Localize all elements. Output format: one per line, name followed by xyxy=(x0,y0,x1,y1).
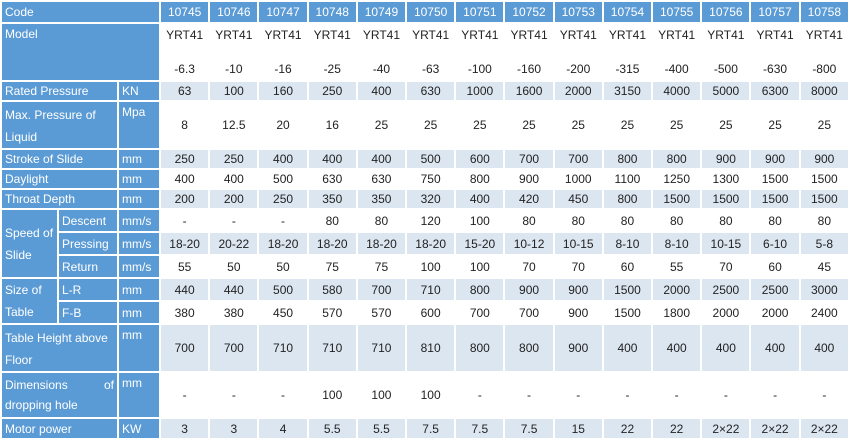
table-lr-row-value: 2000 xyxy=(653,279,700,300)
descent-row xyxy=(2,210,848,231)
hole-label-a: Dimensions xyxy=(5,378,68,392)
table-lr-row-value: 440 xyxy=(161,279,208,300)
code-value: 10748 xyxy=(309,2,356,22)
stroke-row-value: 400 xyxy=(358,150,405,168)
throat-row-value: 200 xyxy=(210,190,257,208)
table-fb-row-value: 700 xyxy=(456,302,503,323)
table-lr-row-unit: mm xyxy=(119,279,159,300)
rated-pressure-row-value: 63 xyxy=(161,82,208,100)
motor-row-value: 3 xyxy=(161,419,208,438)
max-pressure-row-value: 25 xyxy=(407,102,454,148)
table-height-row-value: 400 xyxy=(653,325,700,371)
model-value xyxy=(407,24,454,80)
hole-value: - xyxy=(604,373,651,417)
throat-row-value: 800 xyxy=(604,190,651,208)
stroke-row-value: 800 xyxy=(604,150,651,168)
stroke-row-label: Stroke of Slide xyxy=(2,150,117,168)
return-row-value: 60 xyxy=(604,256,651,277)
motor-row-value: 2×22 xyxy=(702,419,749,438)
daylight-row-value: 1000 xyxy=(555,170,602,188)
pressing-row-value: 5-8 xyxy=(801,233,848,254)
table-height-row-value: 400 xyxy=(702,325,749,371)
return-row-value: 75 xyxy=(358,256,405,277)
stroke-row-value: 250 xyxy=(210,150,257,168)
hole-value: - xyxy=(801,373,848,417)
table-height-row-label: Table Height above Floor xyxy=(2,325,117,371)
model-suffix: -200 xyxy=(566,62,591,76)
size-label: Size of Table xyxy=(2,279,57,323)
table-height-row-value: 800 xyxy=(456,325,503,371)
model-value xyxy=(801,24,848,80)
max-pressure-row-value: 25 xyxy=(555,102,602,148)
table-height-row xyxy=(2,325,848,371)
return-row-label: Return xyxy=(59,256,117,277)
max-pressure-row-label: Max. Pressure of Liquid xyxy=(2,102,117,148)
max-pressure-row-value: 25 xyxy=(801,102,848,148)
pressing-row-unit: mm/s xyxy=(119,233,159,254)
hole-value: 100 xyxy=(407,373,454,417)
motor-row-label: Motor power xyxy=(2,419,117,438)
model-prefix: YRT41 xyxy=(658,28,696,42)
table-lr-row-value: 500 xyxy=(259,279,306,300)
model-prefix: YRT41 xyxy=(608,28,647,42)
table-height-row-value: 710 xyxy=(259,325,306,371)
daylight-row-value: 400 xyxy=(161,170,208,188)
hole-unit: mm xyxy=(119,373,159,417)
stroke-row-value: 250 xyxy=(161,150,208,168)
hole-value: - xyxy=(161,373,208,417)
model-value xyxy=(259,24,306,80)
daylight-row-value: 400 xyxy=(210,170,257,188)
throat-row-value: 420 xyxy=(505,190,552,208)
table-lr-row-value: 710 xyxy=(407,279,454,300)
table-fb-row-unit: mm xyxy=(119,302,159,323)
motor-row-value: 5.5 xyxy=(309,419,356,438)
rated-pressure-row-value: 1000 xyxy=(456,82,503,100)
table-fb-row-label: F-B xyxy=(59,302,117,323)
model-prefix: YRT41 xyxy=(707,28,745,42)
throat-row-value: 200 xyxy=(161,190,208,208)
table-lr-row-value: 2500 xyxy=(702,279,749,300)
model-prefix: YRT41 xyxy=(362,28,401,42)
daylight-row-value: 1300 xyxy=(702,170,749,188)
stroke-row-value: 700 xyxy=(555,150,602,168)
return-row-value: 100 xyxy=(407,256,454,277)
motor-row xyxy=(2,419,848,438)
max-pressure-row-value: 16 xyxy=(309,102,356,148)
model-label: Model xyxy=(2,24,159,80)
stroke-row-value: 500 xyxy=(407,150,454,168)
descent-row-label: Descent xyxy=(59,210,117,231)
daylight-row-value: 1100 xyxy=(604,170,651,188)
stroke-row xyxy=(2,150,848,168)
model-value xyxy=(161,24,208,80)
daylight-row-value: 500 xyxy=(259,170,306,188)
daylight-row-unit: mm xyxy=(119,170,159,188)
table-fb-row-value: 600 xyxy=(407,302,454,323)
descent-row-value: - xyxy=(259,210,306,231)
motor-row-value: 7.5 xyxy=(456,419,503,438)
stroke-row-value: 600 xyxy=(456,150,503,168)
pressing-row-value: 10-15 xyxy=(555,233,602,254)
table-fb-row-value: 700 xyxy=(505,302,552,323)
descent-row-unit: mm/s xyxy=(119,210,159,231)
rated-pressure-row xyxy=(2,82,848,100)
pressing-row-value: 8-10 xyxy=(604,233,651,254)
throat-row-value: 450 xyxy=(555,190,602,208)
return-row-value: 70 xyxy=(555,256,602,277)
pressing-row-value: 18-20 xyxy=(259,233,306,254)
model-suffix: -315 xyxy=(615,62,640,76)
return-row-value: 50 xyxy=(210,256,257,277)
table-fb-row-value: 2000 xyxy=(751,302,798,323)
table-height-row-value: 400 xyxy=(751,325,798,371)
pressing-row-value: 10-12 xyxy=(505,233,552,254)
code-value: 10755 xyxy=(653,2,700,22)
daylight-row-value: 1500 xyxy=(751,170,798,188)
hole-value: - xyxy=(505,373,552,417)
code-value: 10753 xyxy=(555,2,602,22)
table-lr-row-value: 900 xyxy=(505,279,552,300)
table-lr-row-value: 1500 xyxy=(604,279,651,300)
pressing-row-value: 18-20 xyxy=(161,233,208,254)
model-prefix: YRT41 xyxy=(756,28,794,42)
return-row xyxy=(2,256,848,277)
rated-pressure-row-value: 100 xyxy=(210,82,257,100)
pressing-row-value: 18-20 xyxy=(407,233,454,254)
throat-row-value: 1500 xyxy=(801,190,848,208)
max-pressure-row xyxy=(2,102,848,148)
table-height-row-value: 710 xyxy=(309,325,356,371)
speed-label: Speed of Slide xyxy=(2,210,57,277)
hole-value: - xyxy=(210,373,257,417)
model-suffix: -6.3 xyxy=(174,62,195,76)
table-lr-row-value: 2500 xyxy=(751,279,798,300)
descent-row-value: 80 xyxy=(555,210,602,231)
model-prefix: YRT41 xyxy=(264,28,302,42)
hole-value: - xyxy=(751,373,798,417)
max-pressure-row-value: 20 xyxy=(259,102,306,148)
rated-pressure-row-value: 5000 xyxy=(702,82,749,100)
return-row-value: 55 xyxy=(653,256,700,277)
model-suffix: -800 xyxy=(812,62,837,76)
rated-pressure-row-value: 2000 xyxy=(555,82,602,100)
code-value: 10756 xyxy=(702,2,749,22)
table-height-row-value: 700 xyxy=(161,325,208,371)
code-value: 10749 xyxy=(358,2,405,22)
descent-row-value: 80 xyxy=(801,210,848,231)
code-value: 10747 xyxy=(259,2,306,22)
daylight-row-value: 630 xyxy=(358,170,405,188)
rated-pressure-row-unit: KN xyxy=(119,82,159,100)
descent-row-value: 100 xyxy=(456,210,503,231)
model-suffix: -100 xyxy=(467,62,492,76)
code-value: 10745 xyxy=(161,2,208,22)
descent-row-value: 80 xyxy=(358,210,405,231)
table-lr-row xyxy=(2,279,848,300)
max-pressure-row-value: 25 xyxy=(653,102,700,148)
table-lr-row-value: 3000 xyxy=(801,279,848,300)
rated-pressure-row-value: 630 xyxy=(407,82,454,100)
descent-row-value: - xyxy=(210,210,257,231)
model-value xyxy=(309,24,356,80)
model-value xyxy=(505,24,552,80)
model-suffix: -160 xyxy=(517,62,542,76)
code-value: 10751 xyxy=(456,2,503,22)
return-row-value: 60 xyxy=(751,256,798,277)
daylight-row-value: 800 xyxy=(456,170,503,188)
pressing-row-value: 18-20 xyxy=(358,233,405,254)
stroke-row-value: 400 xyxy=(259,150,306,168)
descent-row-value: 80 xyxy=(309,210,356,231)
table-lr-row-value: 580 xyxy=(309,279,356,300)
table-fb-row-value: 1800 xyxy=(653,302,700,323)
rated-pressure-row-value: 3150 xyxy=(604,82,651,100)
motor-row-value: 22 xyxy=(653,419,700,438)
max-pressure-row-value: 25 xyxy=(358,102,405,148)
max-pressure-row-value: 8 xyxy=(161,102,208,148)
model-prefix: YRT41 xyxy=(412,28,450,42)
descent-row-value: 120 xyxy=(407,210,454,231)
table-height-row-unit: mm xyxy=(119,325,159,371)
model-value xyxy=(555,24,602,80)
rated-pressure-row-value: 6300 xyxy=(751,82,798,100)
throat-row-value: 320 xyxy=(407,190,454,208)
model-prefix: YRT41 xyxy=(559,28,597,42)
model-suffix: -25 xyxy=(323,62,341,76)
table-height-row-value: 800 xyxy=(505,325,552,371)
rated-pressure-row-value: 8000 xyxy=(801,82,848,100)
max-pressure-row-value: 25 xyxy=(604,102,651,148)
table-lr-row-value: 700 xyxy=(358,279,405,300)
stroke-row-value: 900 xyxy=(801,150,848,168)
rated-pressure-row-label: Rated Pressure xyxy=(2,82,117,100)
rated-pressure-row-value: 1600 xyxy=(505,82,552,100)
table-fb-row-value: 380 xyxy=(210,302,257,323)
model-value xyxy=(358,24,405,80)
rated-pressure-row-value: 4000 xyxy=(653,82,700,100)
daylight-row-value: 630 xyxy=(309,170,356,188)
max-pressure-row-value: 25 xyxy=(505,102,552,148)
model-prefix: YRT41 xyxy=(805,28,843,42)
model-suffix: -500 xyxy=(713,62,738,76)
hole-value: 100 xyxy=(358,373,405,417)
pressing-row-label: Pressing xyxy=(59,233,117,254)
table-fb-row-value: 900 xyxy=(555,302,602,323)
return-row-value: 50 xyxy=(259,256,306,277)
model-suffix: -10 xyxy=(225,62,243,76)
throat-row-value: 350 xyxy=(309,190,356,208)
descent-row-value: 80 xyxy=(604,210,651,231)
model-suffix: -400 xyxy=(664,62,689,76)
table-lr-row-value: 900 xyxy=(555,279,602,300)
hole-value: - xyxy=(259,373,306,417)
rated-pressure-row-value: 250 xyxy=(309,82,356,100)
motor-row-value: 5.5 xyxy=(358,419,405,438)
table-fb-row-value: 2400 xyxy=(801,302,848,323)
hole-value: - xyxy=(555,373,602,417)
model-row xyxy=(2,24,848,80)
stroke-row-value: 800 xyxy=(653,150,700,168)
stroke-row-value: 400 xyxy=(309,150,356,168)
table-height-row-value: 810 xyxy=(407,325,454,371)
throat-row xyxy=(2,190,848,208)
code-value: 10754 xyxy=(604,2,651,22)
model-suffix: -630 xyxy=(763,62,788,76)
daylight-row-value: 1500 xyxy=(801,170,848,188)
table-height-row-value: 400 xyxy=(604,325,651,371)
descent-row-value: - xyxy=(161,210,208,231)
motor-row-unit: KW xyxy=(119,419,159,438)
daylight-row-label: Daylight xyxy=(2,170,117,188)
code-value: 10750 xyxy=(407,2,454,22)
code-value: 10746 xyxy=(210,2,257,22)
motor-row-value: 7.5 xyxy=(505,419,552,438)
hole-value: - xyxy=(702,373,749,417)
code-value: 10758 xyxy=(801,2,848,22)
descent-row-value: 80 xyxy=(505,210,552,231)
return-row-unit: mm/s xyxy=(119,256,159,277)
return-row-value: 55 xyxy=(161,256,208,277)
stroke-row-value: 900 xyxy=(702,150,749,168)
descent-row-value: 80 xyxy=(751,210,798,231)
pressing-row-value: 10-15 xyxy=(702,233,749,254)
model-value xyxy=(210,24,257,80)
table-fb-row-value: 570 xyxy=(309,302,356,323)
model-prefix: YRT41 xyxy=(215,28,253,42)
stroke-row-unit: mm xyxy=(119,150,159,168)
motor-row-value: 2×22 xyxy=(751,419,798,438)
return-row-value: 100 xyxy=(456,256,503,277)
hole-value: 100 xyxy=(309,373,356,417)
throat-row-value: 400 xyxy=(456,190,503,208)
table-fb-row-value: 380 xyxy=(161,302,208,323)
max-pressure-row-value: 25 xyxy=(702,102,749,148)
hole-label-b: of xyxy=(103,378,114,392)
model-value xyxy=(751,24,798,80)
daylight-row xyxy=(2,170,848,188)
model-value xyxy=(702,24,749,80)
table-fb-row-value: 570 xyxy=(358,302,405,323)
rated-pressure-row-value: 160 xyxy=(259,82,306,100)
throat-row-value: 1500 xyxy=(653,190,700,208)
table-fb-row-value: 450 xyxy=(259,302,306,323)
table-lr-row-value: 800 xyxy=(456,279,503,300)
code-value: 10757 xyxy=(751,2,798,22)
max-pressure-row-value: 25 xyxy=(456,102,503,148)
table-fb-row-value: 1500 xyxy=(604,302,651,323)
throat-row-value: 1500 xyxy=(751,190,798,208)
pressing-row-value: 18-20 xyxy=(309,233,356,254)
hole-row xyxy=(2,373,848,417)
pressing-row-value: 20-22 xyxy=(210,233,257,254)
max-pressure-row-value: 25 xyxy=(751,102,798,148)
model-prefix: YRT41 xyxy=(313,28,351,42)
table-lr-row-label: L-R xyxy=(59,279,117,300)
motor-row-value: 3 xyxy=(210,419,257,438)
model-suffix: -63 xyxy=(421,62,440,76)
code-row xyxy=(2,2,848,22)
hole-value: - xyxy=(456,373,503,417)
model-prefix: YRT41 xyxy=(461,28,499,42)
daylight-row-value: 900 xyxy=(505,170,552,188)
max-pressure-row-value: 12.5 xyxy=(210,102,257,148)
daylight-row-value: 1250 xyxy=(653,170,700,188)
return-row-value: 45 xyxy=(801,256,848,277)
motor-row-value: 2×22 xyxy=(801,419,848,438)
motor-row-value: 7.5 xyxy=(407,419,454,438)
stroke-row-value: 700 xyxy=(505,150,552,168)
descent-row-value: 80 xyxy=(653,210,700,231)
model-prefix: YRT41 xyxy=(510,28,548,42)
model-prefix: YRT41 xyxy=(166,28,204,42)
pressing-row-value: 8-10 xyxy=(653,233,700,254)
table-height-row-value: 400 xyxy=(801,325,848,371)
table-height-row-value: 700 xyxy=(210,325,257,371)
return-row-value: 70 xyxy=(702,256,749,277)
hole-value: - xyxy=(653,373,700,417)
stroke-row-value: 900 xyxy=(751,150,798,168)
table-height-row-value: 710 xyxy=(358,325,405,371)
code-value: 10752 xyxy=(505,2,552,22)
table-height-row-value: 900 xyxy=(555,325,602,371)
rated-pressure-row-value: 400 xyxy=(358,82,405,100)
pressing-row-value: 15-20 xyxy=(456,233,503,254)
motor-row-value: 4 xyxy=(259,419,306,438)
motor-row-value: 15 xyxy=(555,419,602,438)
descent-row-value: 80 xyxy=(702,210,749,231)
hole-label xyxy=(2,373,117,417)
hole-label-c: dropping hole xyxy=(5,398,78,412)
table-fb-row xyxy=(2,302,848,323)
max-pressure-row-unit: Mpa xyxy=(119,102,159,148)
daylight-row-value: 750 xyxy=(407,170,454,188)
throat-row-value: 350 xyxy=(358,190,405,208)
pressing-row xyxy=(2,233,848,254)
throat-row-value: 250 xyxy=(259,190,306,208)
table-fb-row-value: 2000 xyxy=(702,302,749,323)
return-row-value: 70 xyxy=(505,256,552,277)
pressing-row-value: 6-10 xyxy=(751,233,798,254)
code-label: Code xyxy=(2,2,159,22)
throat-row-label: Throat Depth xyxy=(2,190,117,208)
model-suffix: -16 xyxy=(274,62,292,76)
return-row-value: 75 xyxy=(309,256,356,277)
model-value xyxy=(604,24,651,80)
model-value xyxy=(653,24,700,80)
model-suffix: -40 xyxy=(372,62,391,76)
throat-row-unit: mm xyxy=(119,190,159,208)
table-lr-row-value: 440 xyxy=(210,279,257,300)
motor-row-value: 22 xyxy=(604,419,651,438)
model-value xyxy=(456,24,503,80)
throat-row-value: 1500 xyxy=(702,190,749,208)
